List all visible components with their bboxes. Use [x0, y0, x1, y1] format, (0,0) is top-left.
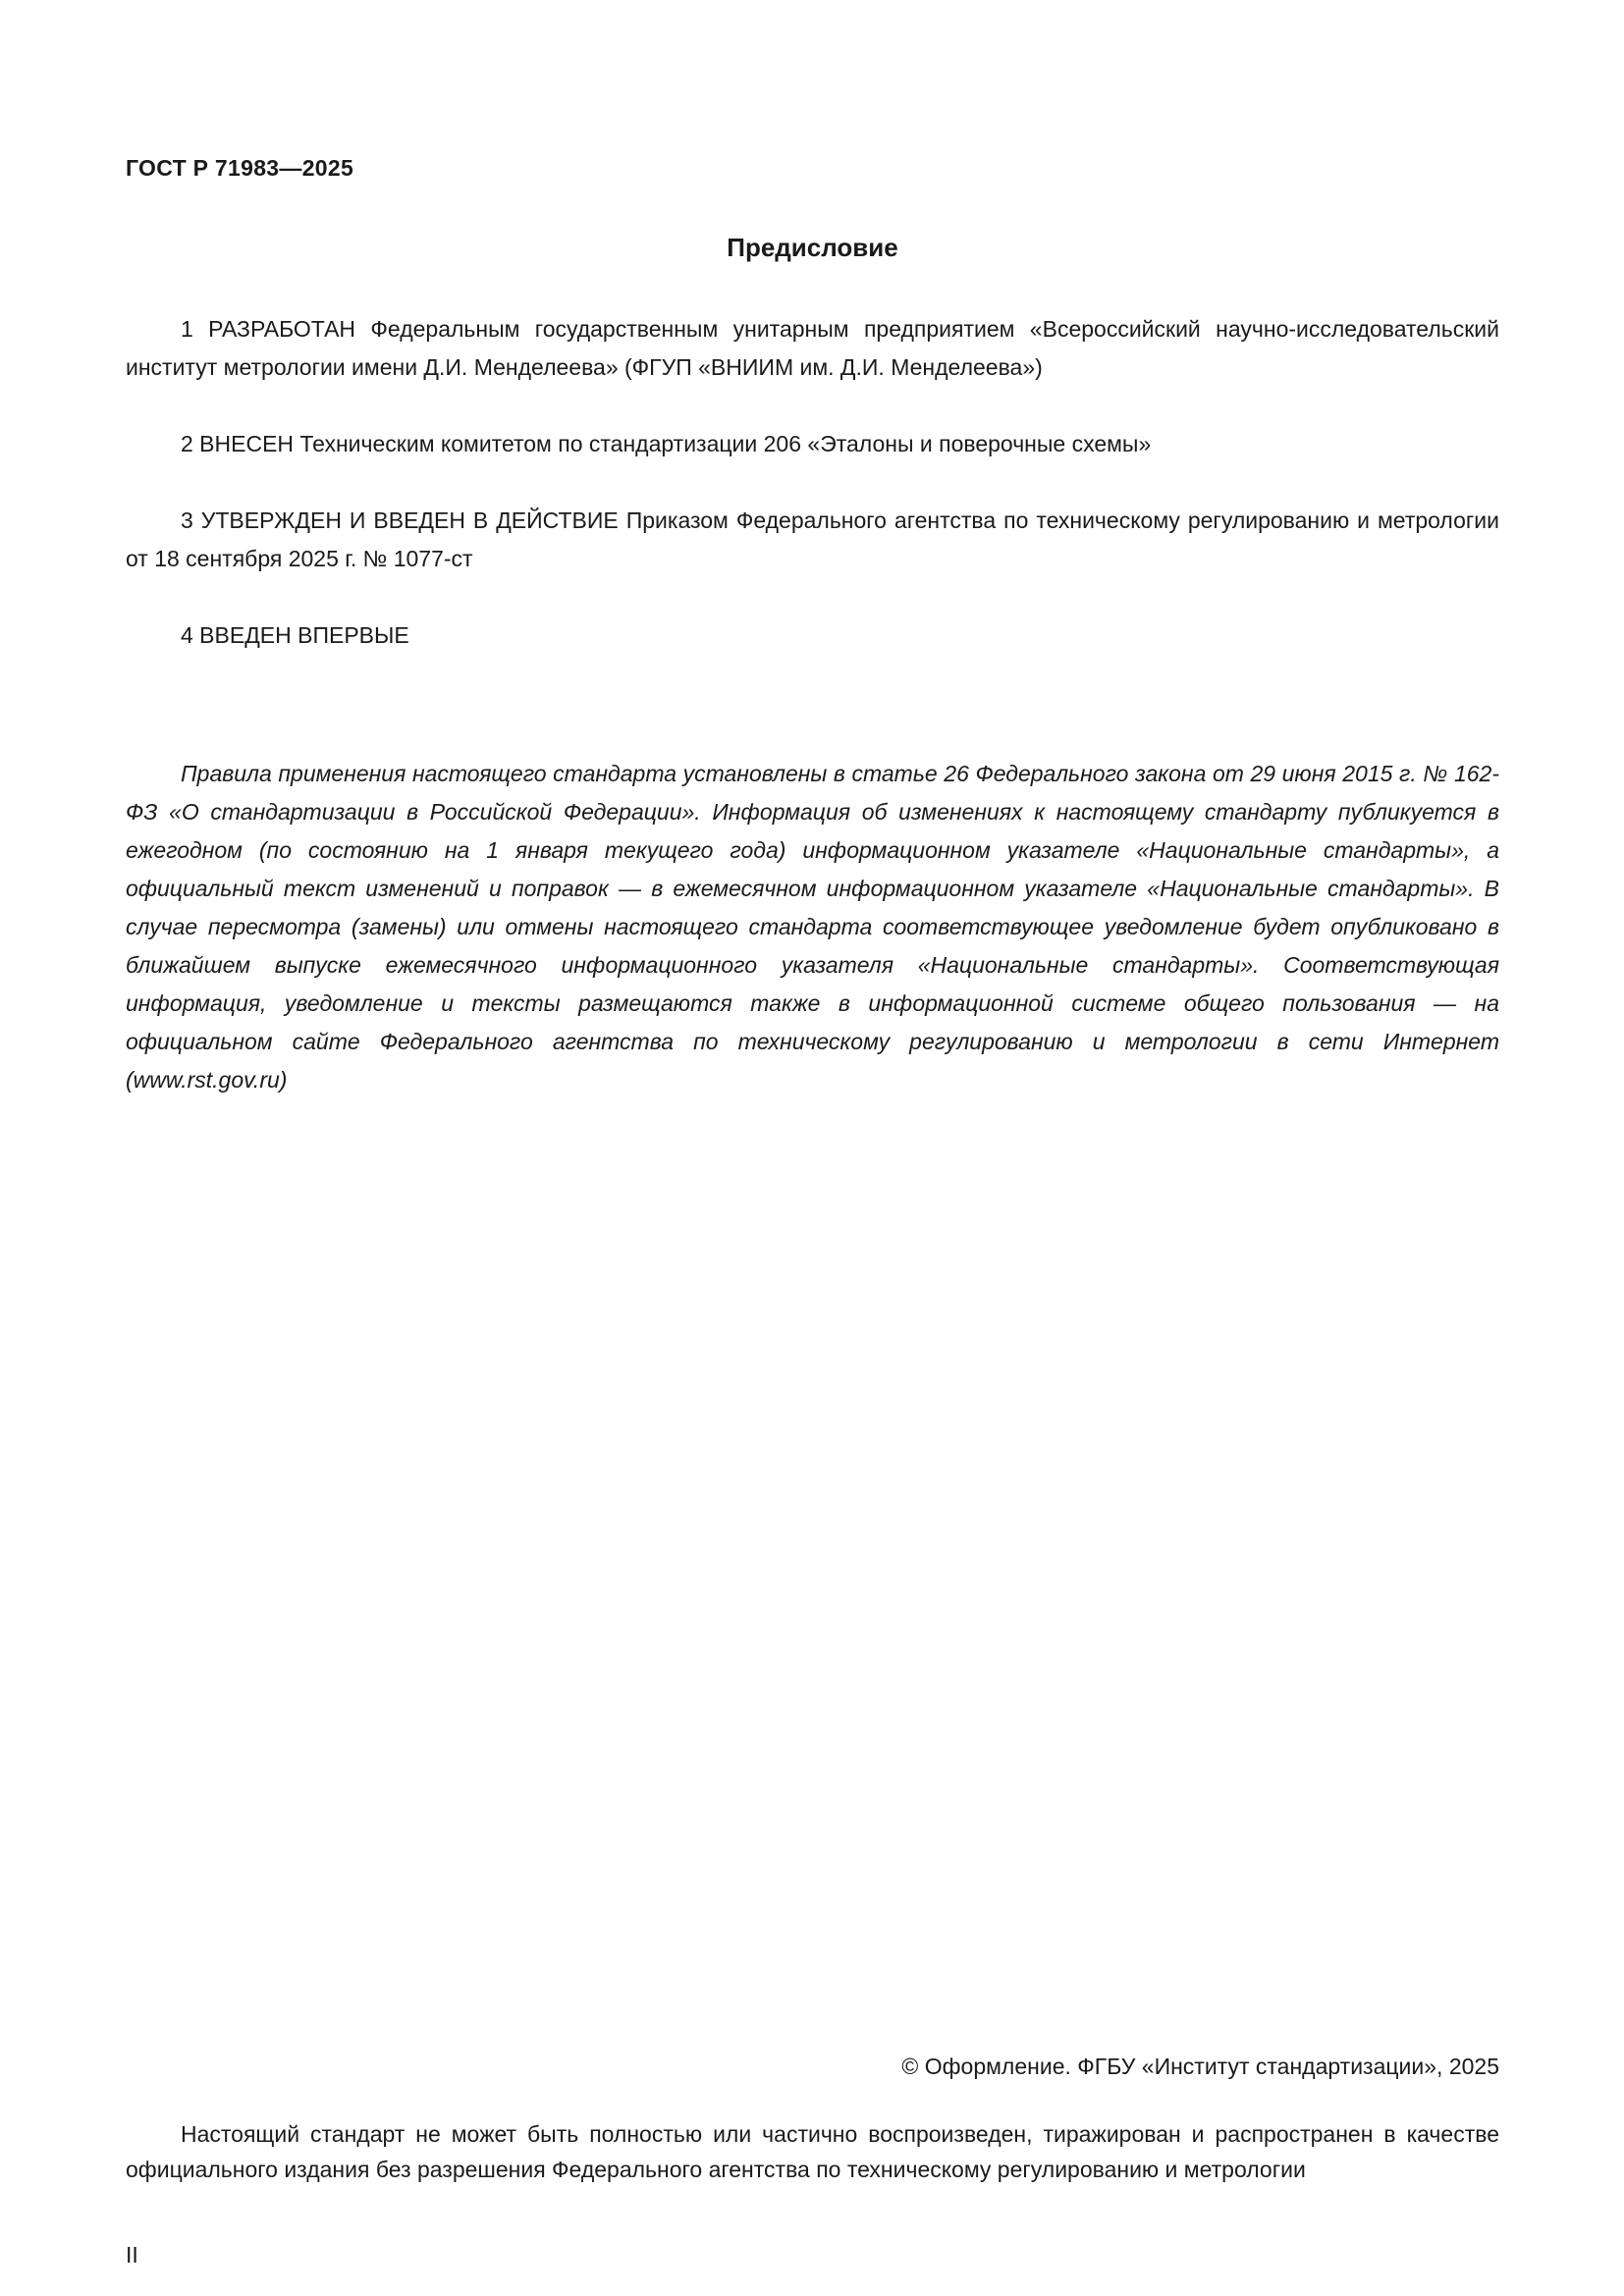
foreword-title: Предисловие — [727, 233, 898, 262]
foreword-item-first-introduced: 4 ВВЕДЕН ВПЕРВЫЕ — [181, 622, 409, 648]
page-number: II — [126, 2242, 138, 2268]
foreword-item-developed: 1 РАЗРАБОТАН Федеральным государственным унитарным предприятием «Всероссийский научно-исследовательский институт метрологии имени Д.И. Менделеева» (ФГУП «ВНИИМ им. Д.И. Менделеева») — [126, 316, 1499, 380]
document-code: ГОСТ Р 71983—2025 — [126, 155, 354, 181]
application-rules-paragraph: Правила применения настоящего стандарта установлены в статье 26 Федерального закона от 29 июня 2015 г. № 162-ФЗ «О стандартизации в Российской Федерации». Информация об изменениях к настоящему стандарту публикуется в ежегодном (по состоянию на 1 января текущего года) информационном указателе «Национальные стандарты», а официальный текст изменений и поправок — в ежемесячном информационном указателе «Национальные стандарты». В случае пересмотра (замены) или отмены настоящего стандарта соответствующее уведомление будет опубликовано в ближайшем выпуске ежемесячного информационного указателя «Национальные стандарты». Соответствующая информация, уведомление и тексты размещаются также в информационной системе общего пользования — на официальном сайте Федерального агентства по техническому регулированию и метрологии в сети Интернет (www.rst.gov.ru) — [126, 761, 1499, 1093]
reproduction-notice: Настоящий стандарт не может быть полностью или частично воспроизведен, тиражирован и распространен в качестве официального издания без разрешения Федерального агентства по техническому регулированию и метрологии — [126, 2121, 1499, 2182]
foreword-item-approved: 3 УТВЕРЖДЕН И ВВЕДЕН В ДЕЙСТВИЕ Приказом Федерального агентства по техническому регулированию и метрологии от 18 сентября 2025 г. № 1077-ст — [126, 507, 1499, 571]
copyright-line: © Оформление. ФГБУ «Институт стандартизации», 2025 — [901, 2054, 1499, 2079]
foreword-item-submitted: 2 ВНЕСЕН Техническим комитетом по стандартизации 206 «Эталоны и поверочные схемы» — [181, 431, 1152, 456]
